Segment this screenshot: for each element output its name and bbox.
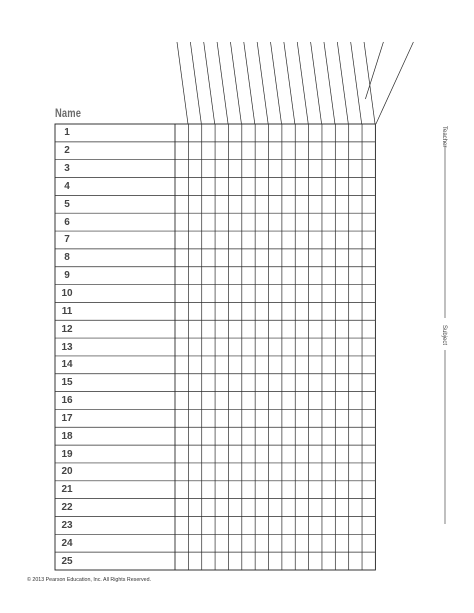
header-slant-line [324,42,335,124]
row-number: 6 [64,216,70,228]
row-number: 13 [61,341,73,353]
row-number: 25 [61,555,73,567]
header-slant-line [284,42,295,124]
header-slant-line [190,42,201,124]
header-slant-line [271,42,282,124]
header-slant-line [244,42,255,124]
header-slant-line [337,42,348,124]
row-number: 19 [61,448,73,460]
row-number: 17 [61,412,73,424]
row-number: 23 [61,519,73,531]
row-number: 4 [64,180,70,192]
row-number: 18 [61,430,73,442]
name-column-header: Name [55,106,82,120]
header-slant-line [230,42,241,124]
header-slant-line [257,42,268,124]
row-number: 3 [64,163,70,175]
teacher-label-text: Teacher [441,126,447,148]
header-slant-line [364,42,375,124]
row-number: 12 [61,323,73,335]
row-number: 7 [64,234,70,246]
header-slant-line [351,42,362,124]
row-number: 2 [64,145,70,157]
header-slant-line [376,42,414,124]
header-slant-line [311,42,322,124]
row-number: 10 [61,287,73,299]
copyright-notice: © 2013 Pearson Education, Inc. All Rights Reserved. [27,577,152,583]
subject-label [441,325,447,345]
header-slant-line [297,42,308,124]
row-number: 22 [61,502,73,514]
header-slant-line [177,42,188,124]
teacher-label [441,126,447,147]
row-number: 11 [61,305,73,317]
subject-label-text: Subject [441,325,447,346]
row-number: 14 [61,359,73,371]
row-number: 20 [61,466,73,478]
row-number: 5 [64,198,70,210]
row-number: 24 [61,537,73,549]
row-number: 1 [64,127,70,139]
header-slant-line [217,42,228,124]
row-number: 15 [61,377,73,389]
row-number: 21 [61,484,73,496]
row-number: 16 [61,395,73,407]
row-number: 9 [64,270,70,282]
row-number: 8 [64,252,70,264]
header-slant-line [204,42,215,124]
